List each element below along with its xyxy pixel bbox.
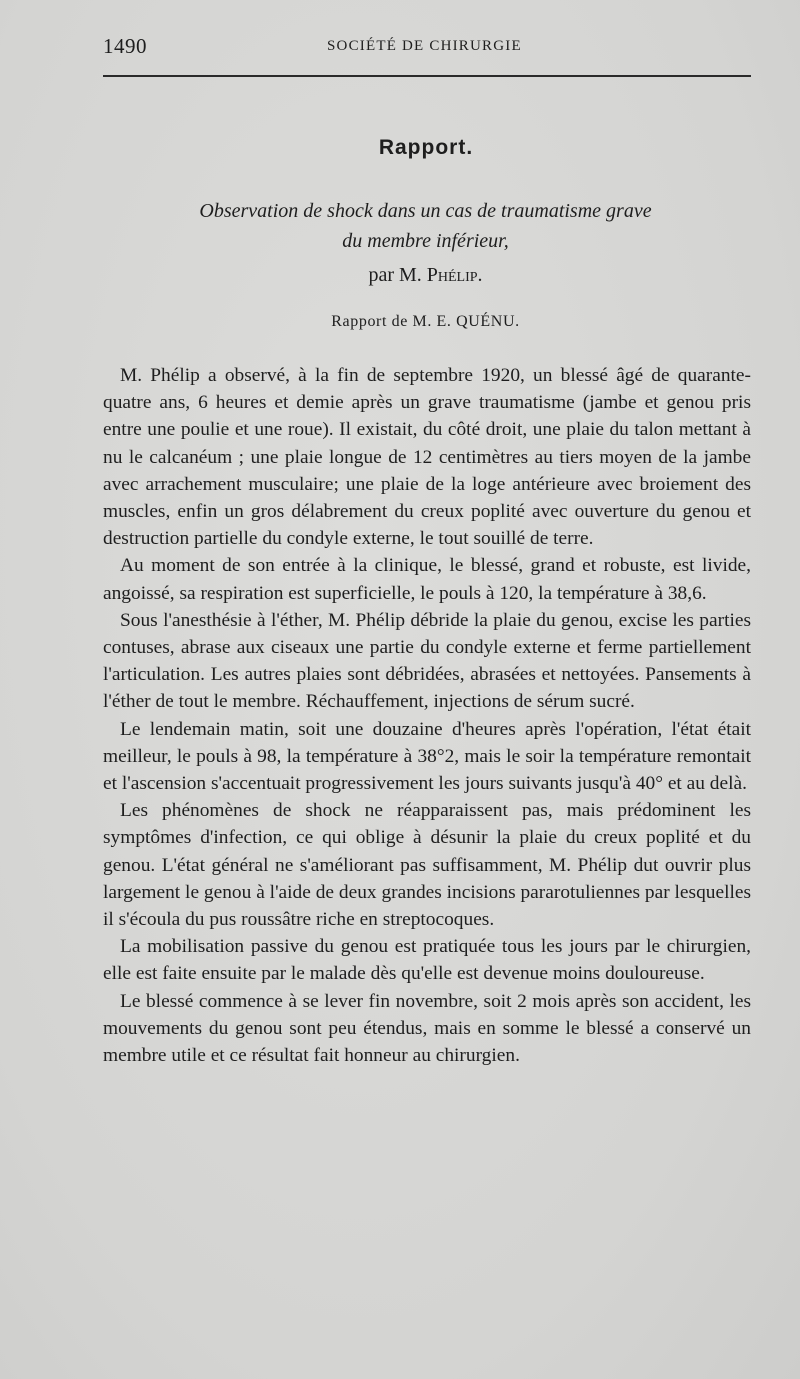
page-header: [103, 34, 748, 64]
paragraph: La mobilisation passive du genou est pratiquée tous les jours par le chirurgien, elle est faite ensuite par le malade dès qu'elle est devenue moins douloureuse.: [103, 936, 751, 985]
paragraph: M. Phélip a observé, à la fin de septembre 1920, un blessé âgé de quarante-quatre ans, 6 heures et demie après un grave traumatisme (jambe et genou pris entre une poulie et une roue). Il existait, du côté droit, une plaie du talon mettant à nu le calcanéum ; une plaie longue de 12 centimètres au tiers moyen de la jambe avec arrachement musculaire; une plaie de la loge antérieure avec broiement des muscles, enfin un gros délabrement du creux poplité avec ouverture du genou et destruction partielle du condyle externe, le tout souillé de terre.: [103, 365, 751, 550]
paragraph: Le blessé commence à se lever fin novembre, soit 2 mois après son accident, les mouvements du genou sont peu étendus, mais en somme le blessé a conservé un membre utile et ce résultat fait honneur au chirurgien.: [103, 990, 751, 1067]
byline-author: Phélip.: [426, 264, 483, 286]
body-text: [103, 362, 751, 1069]
paragraph: Au moment de son entrée à la clinique, le blessé, grand et robuste, est livide, angoissé, sa respiration est superficielle, le pouls à 120, la température à 38,6.: [103, 555, 751, 604]
reporter-line: Rapport de M. E. QUÉNU.: [331, 313, 520, 330]
byline: [103, 264, 748, 287]
header-rule: [103, 75, 751, 77]
subtitle-line-2: du membre inférieur,: [342, 230, 509, 252]
section-title: Rapport.: [378, 136, 474, 159]
paragraph: Le lendemain matin, soit une douzaine d'heures après l'opération, l'état était meilleur, le pouls à 98, la température à 38°2, mais le soir la température remontait et l'ascension s'accentuait progressivement les jours suivants jusqu'à 40° et au delà.: [103, 718, 751, 795]
paragraph: Les phénomènes de shock ne réapparaissent pas, mais prédominent les symptômes d'infection, ce qui oblige à désunir la plaie du creux poplité et du genou. L'état général ne s'améliorant pas suffisamment, M. Phélip dut ouvrir plus largement le genou à l'aide de deux grandes incisions pararotuliennes par lesquelles il s'écoula du pus roussâtre riche en streptocoques.: [103, 800, 751, 931]
page-number: 1490: [103, 34, 147, 58]
byline-prefix: par M.: [368, 264, 422, 286]
running-head: SOCIÉTÉ DE CHIRURGIE: [327, 38, 522, 54]
report-subtitle: [103, 196, 748, 256]
subtitle-line-1: Observation de shock dans un cas de traumatisme grave: [199, 200, 652, 222]
paragraph: Sous l'anesthésie à l'éther, M. Phélip débride la plaie du genou, excise les parties contuses, abrase aux ciseaux une partie du condyle externe et ferme partiellement l'articulation. Les autres plaies sont débridées, abrasées et nettoyées. Pansements à l'éther de tout le membre. Réchauffement, injections de sérum sucré.: [103, 609, 751, 713]
